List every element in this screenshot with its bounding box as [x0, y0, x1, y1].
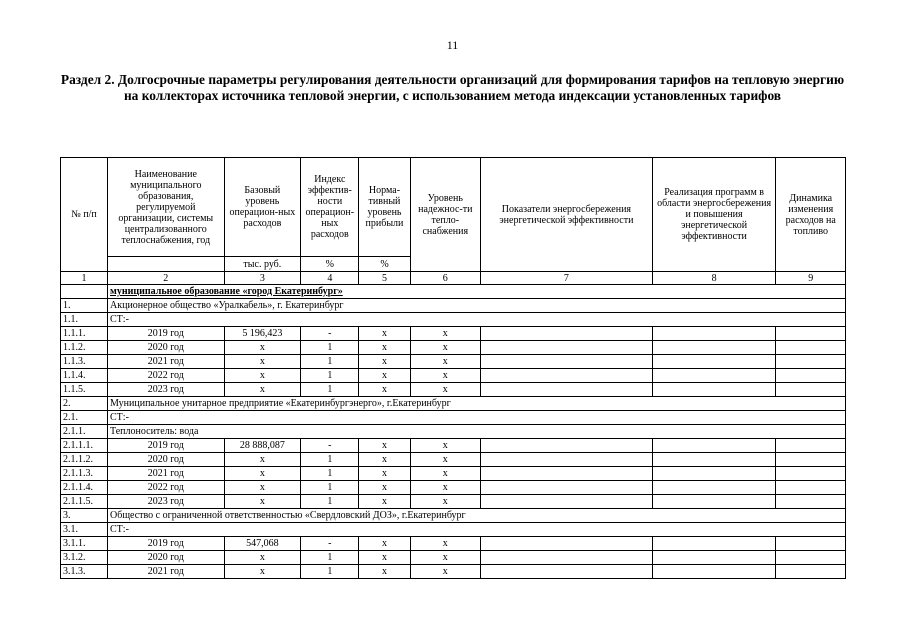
row-code: 2.1.1.4.: [61, 481, 108, 495]
table-row: [61, 369, 846, 383]
table-row: [61, 313, 846, 327]
row-efficiency-index: 1: [301, 551, 359, 565]
row-code: 2.1.1.1.: [61, 439, 108, 453]
row-base-level: x: [224, 551, 301, 565]
row-empty-cell: [776, 355, 846, 369]
table-row: [61, 327, 846, 341]
row-empty-cell: [481, 453, 653, 467]
table-row: [61, 551, 846, 565]
row-profit-level: x: [359, 551, 410, 565]
row-empty-cell: [776, 453, 846, 467]
row-code: 3.1.1.: [61, 537, 108, 551]
row-empty-cell: [652, 565, 776, 579]
table-row: [61, 425, 846, 439]
table-row: [61, 439, 846, 453]
row-reliability: x: [410, 467, 481, 481]
row-code: 2.: [61, 397, 108, 411]
header-base-level: Базовый уровень операцион-ных расходов: [224, 158, 301, 257]
row-empty-cell: [652, 369, 776, 383]
page-number: 11: [446, 38, 459, 52]
row-reliability: x: [410, 439, 481, 453]
row-section-text: Акционерное общество «Уралкабель», г. Екатеринбург: [108, 299, 846, 313]
row-year: 2020 год: [108, 551, 225, 565]
row-empty-cell: [481, 537, 653, 551]
row-empty-cell: [481, 327, 653, 341]
row-empty-cell: [776, 327, 846, 341]
row-empty-cell: [776, 551, 846, 565]
row-efficiency-index: 1: [301, 495, 359, 509]
column-number-cell: 3: [224, 272, 301, 285]
row-empty-cell: [652, 355, 776, 369]
row-empty-cell: [776, 537, 846, 551]
row-efficiency-index: 1: [301, 341, 359, 355]
row-efficiency-index: 1: [301, 383, 359, 397]
row-section-text: СТ:-: [108, 411, 846, 425]
table-row: [61, 537, 846, 551]
row-year: 2021 год: [108, 565, 225, 579]
row-base-level: x: [224, 369, 301, 383]
row-profit-level: x: [359, 383, 410, 397]
row-code: 1.1.5.: [61, 383, 108, 397]
regulation-parameters-table: [60, 157, 846, 579]
row-empty-cell: [481, 383, 653, 397]
row-year: 2019 год: [108, 537, 225, 551]
column-number-cell: 7: [481, 272, 653, 285]
row-empty-cell: [652, 467, 776, 481]
row-code: 2.1.1.3.: [61, 467, 108, 481]
row-empty-cell: [776, 341, 846, 355]
row-profit-level: x: [359, 453, 410, 467]
row-section-text: Муниципальное унитарное предприятие «Екатеринбургэнерго», г.Екатеринбург: [108, 397, 846, 411]
header-efficiency-index: Индекс эффектив-ности операцион-ных расходов: [301, 158, 359, 257]
column-number-cell: 6: [410, 272, 481, 285]
row-profit-level: x: [359, 327, 410, 341]
header-energy-programs: Реализация программ в области энергосбережения и повышения энергетической эффективности: [652, 158, 776, 272]
row-reliability: x: [410, 481, 481, 495]
row-empty-cell: [652, 495, 776, 509]
municipality-code-cell: [61, 285, 108, 299]
row-code: 1.1.: [61, 313, 108, 327]
row-base-level: 28 888,087: [224, 439, 301, 453]
row-code: 1.1.3.: [61, 355, 108, 369]
row-empty-cell: [481, 467, 653, 481]
row-code: 2.1.1.2.: [61, 453, 108, 467]
table-row: [61, 383, 846, 397]
row-empty-cell: [481, 551, 653, 565]
header-name: Наименование муниципального образования, регулируемой организации, системы централизованного теплоснабжения, год: [108, 158, 225, 257]
row-empty-cell: [776, 495, 846, 509]
table-row: [61, 397, 846, 411]
row-efficiency-index: -: [301, 327, 359, 341]
row-year: 2023 год: [108, 495, 225, 509]
row-code: 3.1.3.: [61, 565, 108, 579]
row-base-level: x: [224, 467, 301, 481]
table-row: [61, 299, 846, 313]
row-empty-cell: [481, 565, 653, 579]
header-unit-percent: %: [301, 257, 359, 272]
row-empty-cell: [652, 453, 776, 467]
column-number-cell: 1: [61, 272, 108, 285]
row-base-level: 5 196,423: [224, 327, 301, 341]
row-year: 2023 год: [108, 383, 225, 397]
row-reliability: x: [410, 355, 481, 369]
row-empty-cell: [776, 369, 846, 383]
row-reliability: x: [410, 327, 481, 341]
row-year: 2021 год: [108, 355, 225, 369]
row-year: 2020 год: [108, 341, 225, 355]
row-code: 2.1.1.5.: [61, 495, 108, 509]
row-base-level: x: [224, 565, 301, 579]
column-number-cell: 4: [301, 272, 359, 285]
row-section-text: Общество с ограниченной ответственностью «Свердловский ДОЗ», г.Екатеринбург: [108, 509, 846, 523]
table-row: [61, 481, 846, 495]
row-empty-cell: [652, 341, 776, 355]
row-reliability: x: [410, 537, 481, 551]
row-code: 1.1.2.: [61, 341, 108, 355]
table-row: [61, 467, 846, 481]
row-efficiency-index: -: [301, 537, 359, 551]
row-empty-cell: [776, 383, 846, 397]
column-number-cell: 5: [359, 272, 410, 285]
table-row: [61, 453, 846, 467]
table-row: [61, 341, 846, 355]
row-empty-cell: [481, 481, 653, 495]
row-year: 2021 год: [108, 467, 225, 481]
row-reliability: x: [410, 453, 481, 467]
row-reliability: x: [410, 551, 481, 565]
municipality-name: муниципальное образование «город Екатеринбург»: [108, 285, 846, 299]
row-profit-level: x: [359, 341, 410, 355]
row-section-text: СТ:-: [108, 523, 846, 537]
header-number: № п/п: [61, 158, 108, 272]
row-profit-level: x: [359, 369, 410, 383]
row-code: 1.1.1.: [61, 327, 108, 341]
row-profit-level: x: [359, 481, 410, 495]
row-code: 3.1.: [61, 523, 108, 537]
row-reliability: x: [410, 565, 481, 579]
row-base-level: 547,068: [224, 537, 301, 551]
row-section-text: Теплоноситель: вода: [108, 425, 846, 439]
header-profit-level: Норма-тивный уровень прибыли: [359, 158, 410, 257]
row-profit-level: x: [359, 467, 410, 481]
row-empty-cell: [481, 439, 653, 453]
row-efficiency-index: 1: [301, 565, 359, 579]
row-code: 3.1.2.: [61, 551, 108, 565]
row-profit-level: x: [359, 355, 410, 369]
table-row: [61, 355, 846, 369]
row-empty-cell: [481, 369, 653, 383]
row-year: 2019 год: [108, 439, 225, 453]
row-empty-cell: [776, 467, 846, 481]
row-empty-cell: [652, 551, 776, 565]
column-number-cell: 8: [652, 272, 776, 285]
row-efficiency-index: 1: [301, 453, 359, 467]
row-year: 2019 год: [108, 327, 225, 341]
row-code: 2.1.1.: [61, 425, 108, 439]
row-empty-cell: [652, 327, 776, 341]
table-row: [61, 565, 846, 579]
municipality-row: [61, 285, 846, 299]
table-row: [61, 495, 846, 509]
table-row: [61, 411, 846, 425]
row-empty-cell: [776, 439, 846, 453]
row-empty-cell: [481, 341, 653, 355]
row-efficiency-index: 1: [301, 355, 359, 369]
row-section-text: СТ:-: [108, 313, 846, 327]
table-row: [61, 509, 846, 523]
row-base-level: x: [224, 481, 301, 495]
row-empty-cell: [652, 439, 776, 453]
row-code: 2.1.: [61, 411, 108, 425]
row-profit-level: x: [359, 439, 410, 453]
row-code: 3.: [61, 509, 108, 523]
row-empty-cell: [652, 481, 776, 495]
row-year: 2022 год: [108, 481, 225, 495]
header-unit-rub: тыс. руб.: [224, 257, 301, 272]
row-base-level: x: [224, 383, 301, 397]
row-efficiency-index: 1: [301, 369, 359, 383]
row-code: 1.1.4.: [61, 369, 108, 383]
table-row: [61, 523, 846, 537]
column-number-row: [61, 272, 846, 285]
row-base-level: x: [224, 341, 301, 355]
row-profit-level: x: [359, 537, 410, 551]
row-reliability: x: [410, 369, 481, 383]
row-base-level: x: [224, 495, 301, 509]
section-heading: Раздел 2. Долгосрочные параметры регулирования деятельности организаций для формирования тарифов на тепловую энергию на коллекторах источника тепловой энергии, с использованием метода индексации установленных тарифов: [60, 72, 845, 103]
row-empty-cell: [652, 537, 776, 551]
header-fuel-dynamics: Динамика изменения расходов на топливо: [776, 158, 846, 272]
row-empty-cell: [481, 355, 653, 369]
row-base-level: x: [224, 453, 301, 467]
header-units-blank: [108, 257, 225, 272]
row-empty-cell: [776, 565, 846, 579]
row-empty-cell: [481, 495, 653, 509]
row-efficiency-index: 1: [301, 467, 359, 481]
row-reliability: x: [410, 341, 481, 355]
row-efficiency-index: 1: [301, 481, 359, 495]
row-empty-cell: [652, 383, 776, 397]
header-reliability: Уровень надежнос-ти тепло-снабжения: [410, 158, 481, 272]
row-base-level: x: [224, 355, 301, 369]
header-unit-percent: %: [359, 257, 410, 272]
row-empty-cell: [776, 481, 846, 495]
row-year: 2022 год: [108, 369, 225, 383]
header-energy-indicators: Показатели энергосбережения энергетической эффективности: [481, 158, 653, 272]
row-profit-level: x: [359, 495, 410, 509]
row-efficiency-index: -: [301, 439, 359, 453]
row-profit-level: x: [359, 565, 410, 579]
row-year: 2020 год: [108, 453, 225, 467]
row-reliability: x: [410, 495, 481, 509]
column-number-cell: 9: [776, 272, 846, 285]
row-code: 1.: [61, 299, 108, 313]
column-number-cell: 2: [108, 272, 225, 285]
row-reliability: x: [410, 383, 481, 397]
